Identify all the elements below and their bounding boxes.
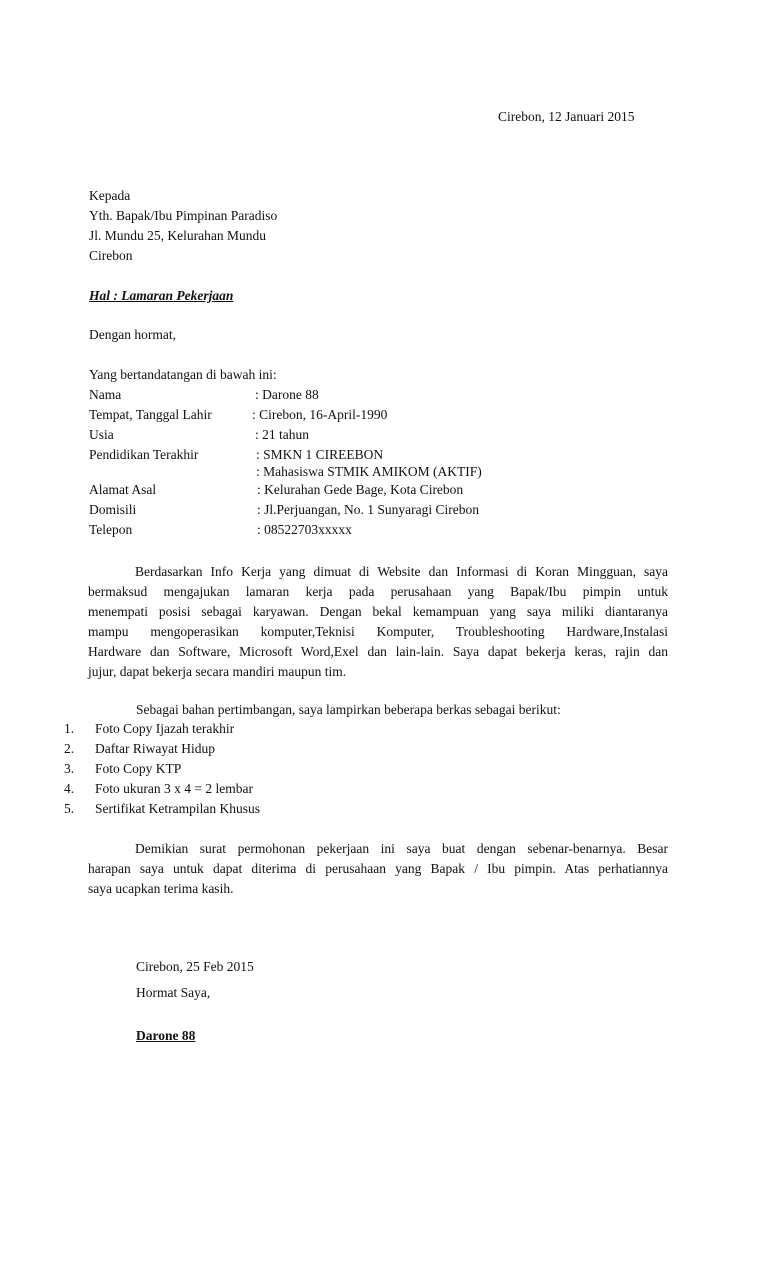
- body-paragraph: [88, 562, 668, 682]
- recipient-city: Cirebon: [89, 248, 133, 263]
- recipient-name: Yth. Bapak/Ibu Pimpinan Paradiso: [89, 208, 278, 223]
- paragraph-line: saya ucapkan terima kasih.: [88, 881, 234, 896]
- data-value: : SMKN 1 CIREEBON: [256, 447, 384, 462]
- signature-regards: Hormat Saya,: [136, 985, 211, 1000]
- paragraph-line: harapan saya untuk dapat diterima di perusahaan yang Bapak / Ibu pimpin. Atas perhatiannya: [88, 861, 668, 876]
- closing-paragraph: [88, 839, 668, 899]
- data-value: : 08522703xxxxx: [257, 522, 352, 537]
- signature-place-date: Cirebon, 25 Feb 2015: [136, 959, 254, 974]
- letter-subject: Hal : Lamaran Pekerjaan: [89, 288, 234, 303]
- list-number: 3.: [64, 761, 75, 776]
- letter-date: Cirebon, 12 Januari 2015: [498, 109, 635, 124]
- data-label: Domisili: [89, 502, 137, 517]
- paragraph-line: Berdasarkan Info Kerja yang dimuat di Website dan Informasi di Koran Mingguan, saya: [135, 564, 668, 579]
- list-item: Daftar Riwayat Hidup: [95, 741, 215, 756]
- list-number: 2.: [64, 741, 75, 756]
- paragraph-line: jujur, dapat bekerja secara mandiri maupun tim.: [88, 664, 347, 679]
- paragraph-line: mampu mengoperasikan komputer,Teknisi Komputer, Troubleshooting Hardware,Instalasi: [88, 624, 668, 639]
- data-value: : Jl.Perjuangan, No. 1 Sunyaragi Cirebon: [257, 502, 479, 517]
- list-number: 4.: [64, 781, 75, 796]
- data-value: : Cirebon, 16-April-1990: [252, 407, 388, 422]
- list-number: 5.: [64, 801, 75, 816]
- data-value: : Darone 88: [255, 387, 319, 402]
- data-label: Telepon: [89, 522, 133, 537]
- data-label: Tempat, Tanggal Lahir: [89, 407, 212, 422]
- recipient-to: Kepada: [89, 188, 131, 203]
- paragraph-line: Demikian surat permohonan pekerjaan ini saya buat dengan sebenar-benarnya. Besar: [135, 841, 668, 856]
- data-label: Pendidikan Terakhir: [89, 447, 199, 462]
- list-item: Sertifikat Ketrampilan Khusus: [95, 801, 260, 816]
- data-value: : Mahasiswa STMIK AMIKOM (AKTIF): [256, 464, 482, 479]
- paragraph-line: menempati posisi sebagai karyawan. Dengan bekal kemampuan yang saya miliki diantaranya: [88, 604, 668, 619]
- paragraph-line: bermaksud mengajukan lamaran kerja pada perusahaan yang Bapak/Ibu pimpin untuk: [88, 584, 668, 599]
- data-value: : Kelurahan Gede Bage, Kota Cirebon: [257, 482, 464, 497]
- data-label: Usia: [89, 427, 114, 442]
- data-value: : 21 tahun: [255, 427, 309, 442]
- list-item: Foto ukuran 3 x 4 = 2 lembar: [95, 781, 253, 796]
- attachments-intro: Sebagai bahan pertimbangan, saya lampirkan beberapa berkas sebagai berikut:: [136, 702, 561, 717]
- greeting: Dengan hormat,: [89, 327, 176, 342]
- intro-text: Yang bertandatangan di bawah ini:: [89, 367, 277, 382]
- list-item: Foto Copy KTP: [95, 761, 182, 776]
- list-number: 1.: [64, 721, 75, 736]
- data-label: Nama: [89, 387, 122, 402]
- list-item: Foto Copy Ijazah terakhir: [95, 721, 235, 736]
- paragraph-line: Hardware dan Software, Microsoft Word,Exel dan lain-lain. Saya dapat bekerja keras, rajin dan: [88, 644, 668, 659]
- signer-name: Darone 88: [136, 1028, 196, 1043]
- data-label: Alamat Asal: [89, 482, 157, 497]
- recipient-address: Jl. Mundu 25, Kelurahan Mundu: [89, 228, 266, 243]
